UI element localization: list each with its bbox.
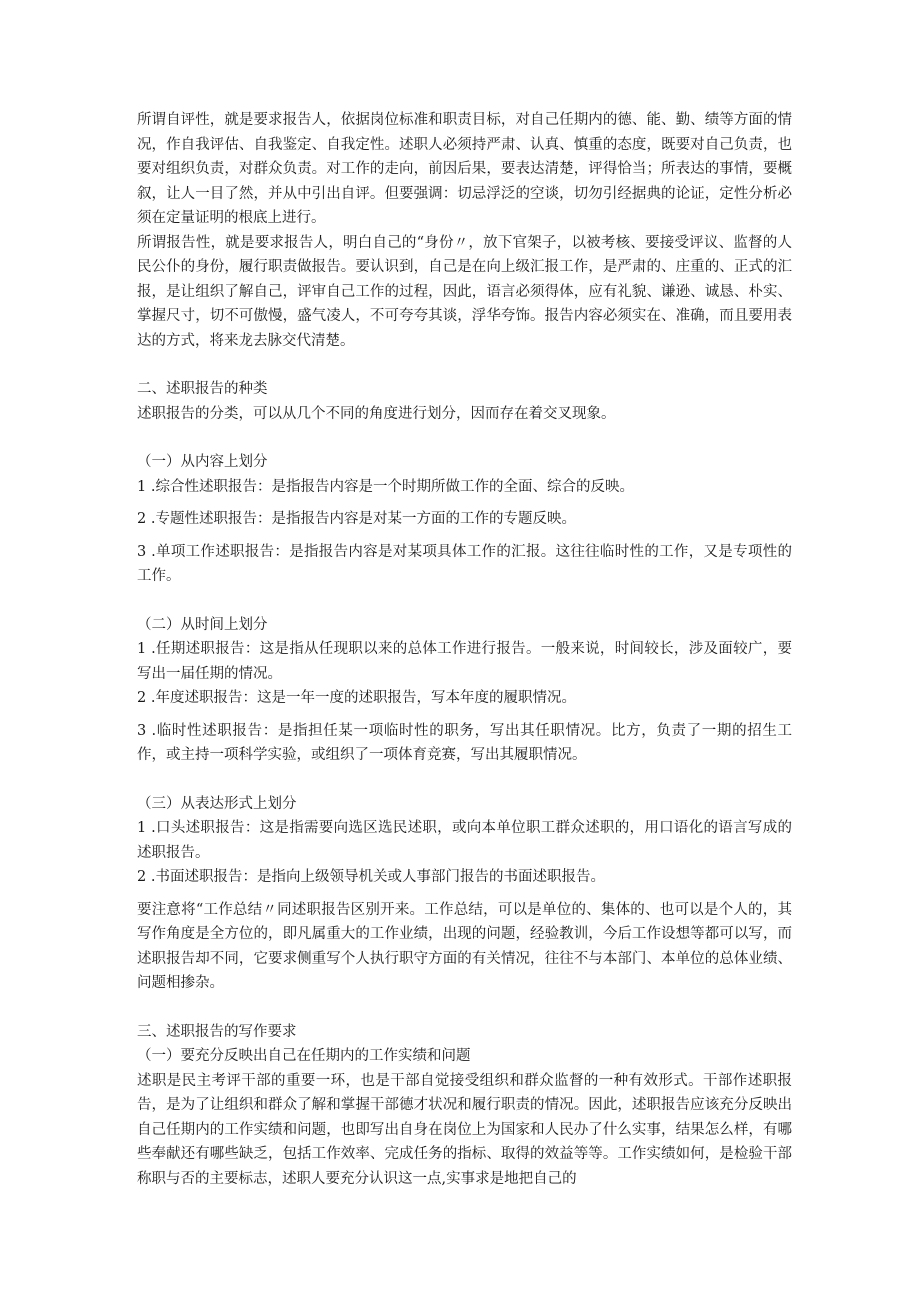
spacer — [137, 890, 792, 898]
document-page — [137, 108, 792, 1191]
paragraph-self-evaluation: 所谓自评性，就是要求报告人，依据岗位标准和职责目标，对自己任期内的德、能、勤、绩等方面的情况，作自我评估、自我鉴定、自我定性。述职人必须持严肃、认真、慎重的态度，既要对自己负责，也要对组织负责，对群众负责。对工作的走向，前因后果，要表达清楚，评得恰当；所表达的事情，要概叙，让人一目了然，并从中引出自评。但要强调：切忌浮泛的空谈，切勿引经据典的论证，定性分析必须在定量证明的根底上进行。 — [137, 112, 792, 226]
spacer — [137, 499, 792, 507]
spacer — [137, 353, 792, 377]
spacer — [137, 711, 792, 719]
section-heading-types: 二、述职报告的种类 — [137, 381, 268, 397]
spacer — [137, 532, 792, 540]
list-item: 2 .书面述职报告：是指向上级领导机关或人事部门报告的书面述职报告。 — [137, 869, 605, 885]
paragraph-note: 要注意将“工作总结〃同述职报告区别开来。工作总结，可以是单位的、集体的、也可以是个人的，其写作角度是全方位的，即凡属重大的工作业绩，出现的问题，经验教训，今后工作设想等都可以写，而述职报告却不同，它要求侧重写个人执行职守方面的有关情况，往往不与本部门、本单位的总体业绩、问题相掺杂。 — [137, 901, 792, 991]
list-item: 1 .口头述职报告：这是指需要向选区选民述职，或向本单位职工群众述职的，用口语化的语言写成的述职报告。 — [137, 820, 792, 861]
paragraph-types-intro: 述职报告的分类，可以从几个不同的角度进行划分，因而存在着交叉现象。 — [137, 405, 616, 422]
subheading-achievements: （一）要充分反映出自己在任期内的工作实绩和问题 — [137, 1048, 471, 1064]
subheading-by-form: （三）从表达形式上划分 — [137, 795, 297, 812]
list-item: 2 .专题性述职报告：是指报告内容是对某一方面的工作的专题反映。 — [137, 511, 576, 527]
spacer — [137, 426, 792, 450]
list-item: 3 .临时性述职报告：是指担任某一项临时性的职务，写出其任职情况。比方，负责了一期的招生工作，或主持一项科学实验，或组织了一项体育竞赛，写出其履职情况。 — [137, 722, 792, 763]
spacer — [137, 768, 792, 792]
spacer — [137, 996, 792, 1020]
list-item: 3 .单项工作述职报告：是指报告内容是对某项具体工作的汇报。这往往临时性的工作，又是专项性的工作。 — [137, 543, 792, 584]
paragraph-achievements: 述职是民主考评干部的重要一环，也是干部自觉接受组织和群众监督的一种有效形式。干部作述职报告，是为了让组织和群众了解和掌握干部德才状况和履行职责的情况。因此，述职报告应该充分反映出自己任期内的工作实绩和问题，也即写出自身在岗位上为国家和人民办了什么实事，结果怎么样，有哪些奉献还有哪些缺乏，包括工作效率、完成任务的指标、取得的效益等等。工作实绩如何，是检验干部称职与否的主要标志，述职人要充分认识这一点,实事求是地把自己的 — [137, 1072, 792, 1187]
paragraph-report-nature: 所谓报告性，就是要求报告人，明白自己的“身份〃，放下官架子，以被考核、要接受评议、监督的人民公仆的身份，履行职责做报告。要认识到，自己是在向上级汇报工作，是严肃的、庄重的、正式的汇报，是让组织了解自己，评审自己工作的过程，因此，语言必须得体，应有礼貌、谦逊、诚恳、朴实、掌握尺寸，切不可傲慢，盛气凌人，不可夸夸其谈，浮华夸饰。报告内容必须实在、准确，而且要用表达的方式，将来龙去脉交代清楚。 — [137, 234, 792, 349]
list-item: 1 .综合性述职报告：是指报告内容是一个时期所做工作的全面、综合的反映。 — [137, 478, 634, 495]
spacer — [137, 589, 792, 613]
section-heading-requirements: 三、述职报告的写作要求 — [137, 1023, 297, 1040]
list-item: 1 .任期述职报告：这是指从任现职以来的总体工作进行报告。一般来说，时间较长，涉及面较广，要写出一届任期的情况。 — [137, 641, 792, 682]
subheading-by-time: （二）从时间上划分 — [137, 616, 268, 633]
subheading-by-content: （一）从内容上划分 — [137, 454, 268, 470]
list-item: 2 .年度述职报告：这是一年一度的述职报告，写本年度的履职情况。 — [137, 690, 576, 706]
